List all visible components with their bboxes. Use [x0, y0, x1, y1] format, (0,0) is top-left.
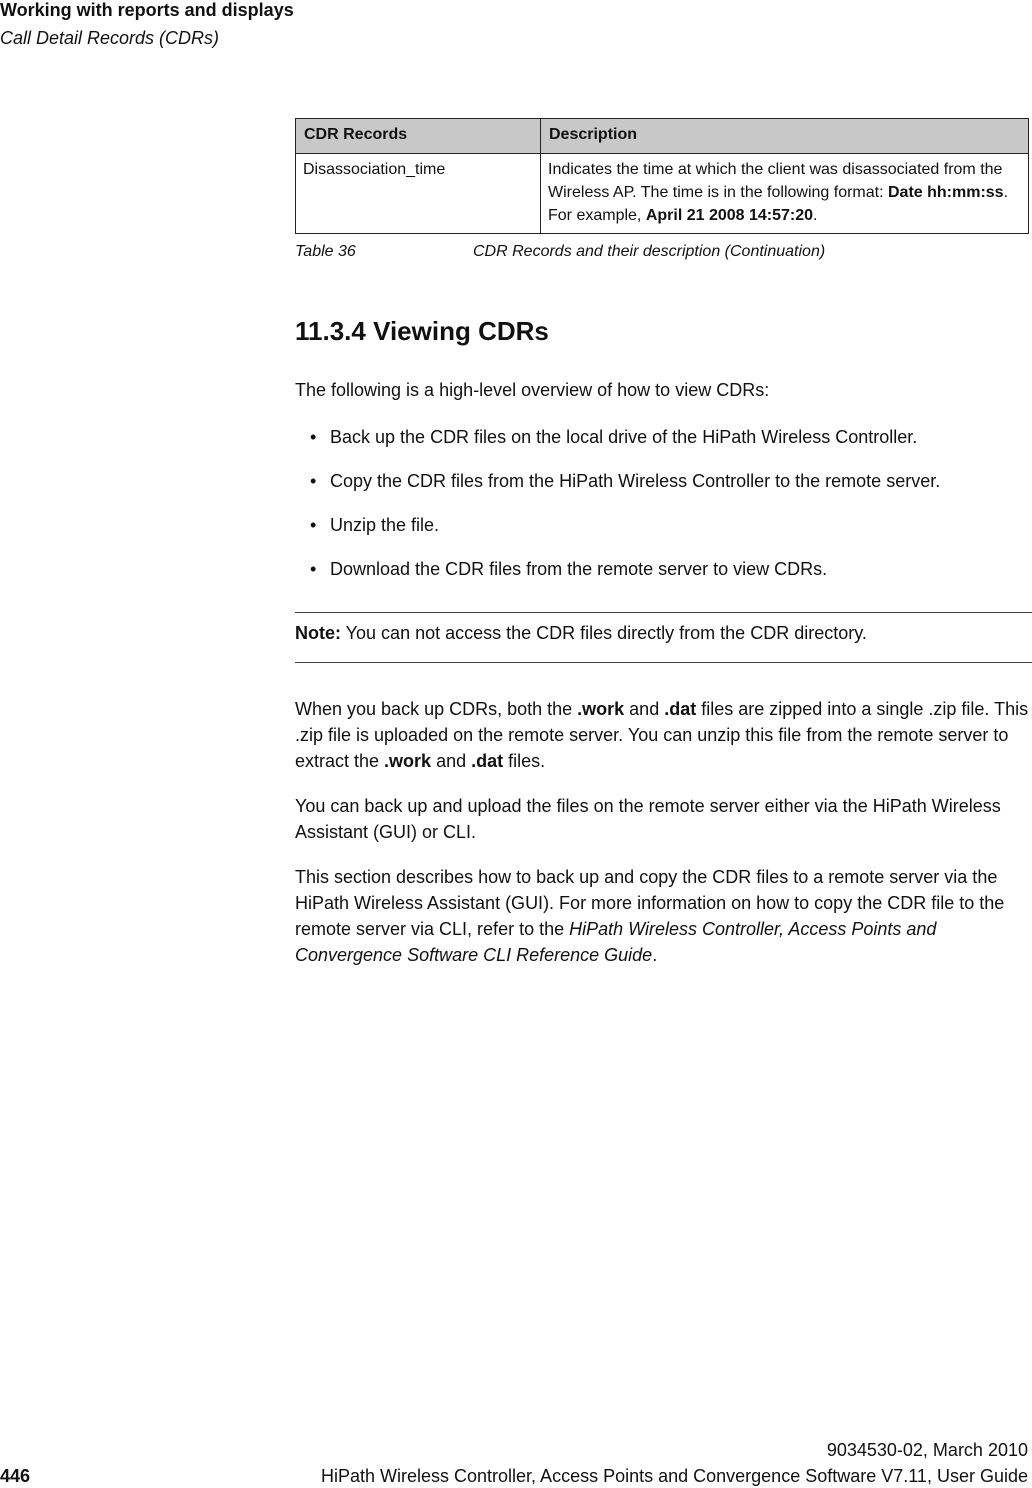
- note-bottom-divider: [295, 662, 1032, 663]
- bullet-text: Back up the CDR files on the local drive of the HiPath Wireless Controller.: [330, 427, 918, 447]
- intro-paragraph: The following is a high-level overview of how to view CDRs:: [295, 380, 770, 400]
- overview-bullet-list: [295, 426, 1032, 602]
- dat-ext: .dat: [664, 699, 697, 719]
- bullet-text: Unzip the file.: [330, 515, 440, 535]
- note-box: [295, 623, 867, 644]
- para-text: and: [431, 751, 472, 771]
- section-description-paragraph: [295, 864, 1031, 968]
- footer-doc-reference: 9034530-02, March 2010: [826, 1440, 1028, 1460]
- para-text: This section describes how to back up and copy the CDR files to a remote server via the HiPath Wireless Assistant (GUI). For more information on how to copy the CDR file to the remote server via CLI, refer to the: [295, 867, 1005, 939]
- note-text: You can not access the CDR files directly from the CDR directory.: [341, 623, 867, 643]
- section-heading: 11.3.4 Viewing CDRs: [295, 316, 549, 346]
- para-text: files.: [503, 751, 546, 771]
- desc-example: April 21 2008 14:57:20: [645, 207, 814, 224]
- note-top-divider: [295, 612, 1032, 613]
- para-text: When you back up CDRs, both the: [295, 699, 578, 719]
- running-header-title: Working with reports and displays: [0, 0, 294, 20]
- desc-text: Indicates the time at which the client was disassociated from the Wireless AP. The time is in the following format:: [548, 161, 1003, 201]
- bullet-text: Download the CDR files from the remote server to view CDRs.: [330, 559, 828, 579]
- work-ext: .work: [384, 751, 432, 771]
- cell-description: [541, 154, 1029, 234]
- list-item: [295, 426, 1032, 448]
- list-item: [295, 514, 1032, 536]
- bullet-text: Copy the CDR files from the HiPath Wireless Controller to the remote server.: [330, 471, 941, 491]
- list-item: [295, 470, 1032, 492]
- column-header-cdr-records: CDR Records: [296, 119, 541, 154]
- bullet-glyph: •: [310, 471, 317, 491]
- footer-guide-title: HiPath Wireless Controller, Access Points and Convergence Software V7.11, User Guide: [320, 1466, 1028, 1486]
- bullet-glyph: •: [310, 427, 317, 447]
- work-ext: .work: [577, 699, 625, 719]
- backup-paragraph: [295, 696, 1031, 774]
- table-caption: [295, 243, 825, 261]
- table-row: [296, 154, 1029, 234]
- upload-methods-paragraph: You can back up and upload the files on the remote server either via the HiPath Wireless Assistant (GUI) or CLI.: [295, 796, 1001, 842]
- dat-ext: .dat: [471, 751, 504, 771]
- cdr-records-table: [295, 118, 1029, 234]
- cell-record-name: Disassociation_time: [296, 154, 541, 234]
- cli-guide-reference: HiPath Wireless Controller, Access Points and Convergence Software CLI Reference Guide: [295, 919, 937, 965]
- bullet-glyph: •: [310, 559, 317, 579]
- column-header-description: Description: [541, 119, 1029, 154]
- bullet-glyph: •: [310, 515, 317, 535]
- desc-text: .: [813, 207, 818, 224]
- desc-format: Date hh:mm:ss: [888, 184, 1004, 201]
- note-label: Note:: [295, 623, 341, 643]
- list-item: [295, 558, 1032, 580]
- running-header-subtitle: Call Detail Records (CDRs): [0, 28, 220, 48]
- para-text: and: [624, 699, 665, 719]
- table-caption-text: CDR Records and their description (Continuation): [473, 243, 826, 260]
- desc-text: . For example,: [548, 184, 1009, 224]
- table-caption-number: Table 36: [295, 243, 356, 260]
- para-text: files are zipped into a single .zip file. This .zip file is uploaded on the remote server. You can unzip this file from the remote server to extract the: [295, 699, 1029, 771]
- para-text: .: [652, 945, 658, 965]
- footer-page-number: 446: [0, 1466, 31, 1486]
- table-header-row: [296, 119, 1029, 154]
